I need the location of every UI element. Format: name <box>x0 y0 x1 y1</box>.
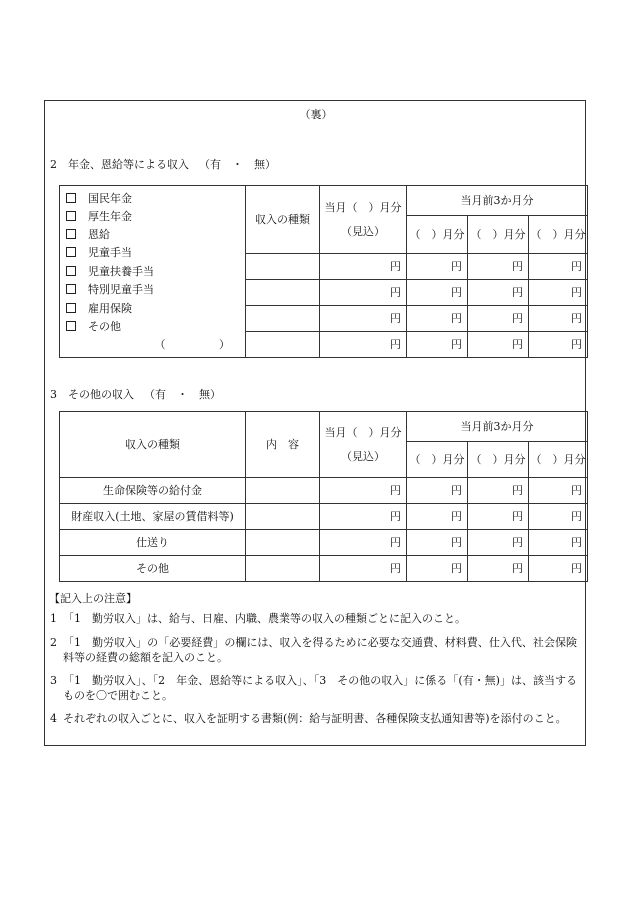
notes-title: 【記入上の注意】 <box>49 592 137 605</box>
col-income-type: 収入の種類 <box>60 412 246 478</box>
section3-heading <box>50 389 221 400</box>
note-number: 1 <box>50 612 57 625</box>
section2-title: 2 年金、恩給等による収入 <box>50 158 189 171</box>
row-label: 生命保険等の給付金 <box>60 478 246 504</box>
content-cell[interactable] <box>246 478 320 504</box>
amount-cell[interactable]: 円 <box>407 556 468 582</box>
amount-cell[interactable]: 円 <box>320 254 407 280</box>
content-cell[interactable] <box>246 556 320 582</box>
amount-cell[interactable]: 円 <box>468 280 529 306</box>
checklist-item[interactable]: 児童手当 <box>66 247 132 258</box>
amount-cell[interactable]: 円 <box>529 306 588 332</box>
col-income-type: 収入の種類 <box>246 186 320 254</box>
note-text: 「1 勤労収入」の「必要経費」の欄には、収入を得るために必要な交通費、材料費、仕入代、社会保険料等の経費の総額を記入のこと。 <box>63 636 577 664</box>
amount-cell[interactable]: 円 <box>320 556 407 582</box>
col-month: （ ）月分 <box>468 442 529 478</box>
amount-cell[interactable]: 円 <box>468 254 529 280</box>
amount-cell[interactable]: 円 <box>320 332 407 358</box>
amount-cell[interactable]: 円 <box>320 280 407 306</box>
amount-cell[interactable]: 円 <box>320 504 407 530</box>
amount-cell[interactable]: 円 <box>407 306 468 332</box>
amount-cell[interactable]: 円 <box>529 280 588 306</box>
note-text: それぞれの収入ごとに、収入を証明する書類(例：給与証明書、各種保険支払通知書等)を添付のこと。 <box>63 712 567 725</box>
note-number: 4 <box>50 712 57 725</box>
note-number: 3 <box>50 674 57 687</box>
income-type-cell[interactable] <box>246 254 320 280</box>
col-month: （ ）月分 <box>529 216 588 254</box>
checklist-item[interactable]: 特別児童手当 <box>66 284 154 295</box>
checklist-item[interactable]: 児童扶養手当 <box>66 266 154 277</box>
amount-cell[interactable]: 円 <box>407 530 468 556</box>
form-frame <box>44 100 586 746</box>
content-cell[interactable] <box>246 504 320 530</box>
col-prev-3-months: 当月前3か月分 <box>407 412 588 442</box>
amount-cell[interactable]: 円 <box>407 504 468 530</box>
other-specify-field[interactable]: （ ） <box>154 338 230 351</box>
row-label: その他 <box>60 556 246 582</box>
amount-cell[interactable]: 円 <box>468 530 529 556</box>
section2-yes-no[interactable]: （有 ・ 無） <box>199 158 276 171</box>
col-prev-3-months: 当月前3か月分 <box>407 186 588 216</box>
checkbox-icon[interactable] <box>66 193 76 203</box>
income-type-checklist <box>60 186 246 358</box>
amount-cell[interactable]: 円 <box>529 556 588 582</box>
amount-cell[interactable]: 円 <box>468 332 529 358</box>
amount-cell[interactable]: 円 <box>407 280 468 306</box>
checklist-item[interactable]: 恩給 <box>66 229 110 240</box>
amount-cell[interactable]: 円 <box>468 504 529 530</box>
checklist-item[interactable]: 厚生年金 <box>66 211 132 222</box>
col-month: （ ）月分 <box>407 216 468 254</box>
section2-heading <box>50 159 276 170</box>
col-current-month: 当月（ ）月分 （見込） <box>320 412 407 478</box>
checkbox-icon[interactable] <box>66 266 76 276</box>
amount-cell[interactable]: 円 <box>407 478 468 504</box>
checklist-item[interactable]: 国民年金 <box>66 193 132 204</box>
income-type-cell[interactable] <box>246 306 320 332</box>
note-text: 「1 勤労収入」は、給与、日雇、内職、農業等の収入の種類ごとに記入のこと。 <box>63 612 466 625</box>
checkbox-icon[interactable] <box>66 229 76 239</box>
checkbox-icon[interactable] <box>66 303 76 313</box>
section3-title: 3 その他の収入 <box>50 388 134 401</box>
page-heading: （裏） <box>299 108 333 121</box>
income-type-cell[interactable] <box>246 280 320 306</box>
amount-cell[interactable]: 円 <box>320 530 407 556</box>
section3-yes-no[interactable]: （有 ・ 無） <box>144 388 221 401</box>
amount-cell[interactable]: 円 <box>468 306 529 332</box>
income-type-cell[interactable] <box>246 332 320 358</box>
amount-cell[interactable]: 円 <box>407 332 468 358</box>
amount-cell[interactable]: 円 <box>529 332 588 358</box>
checkbox-icon[interactable] <box>66 321 76 331</box>
col-month: （ ）月分 <box>407 442 468 478</box>
amount-cell[interactable]: 円 <box>407 254 468 280</box>
col-content: 内 容 <box>246 412 320 478</box>
checklist-item[interactable]: その他 <box>66 321 121 332</box>
amount-cell[interactable]: 円 <box>320 478 407 504</box>
col-current-month: 当月（ ）月分 （見込） <box>320 186 407 254</box>
note-text: 「1 勤労収入」、「2 年金、恩給等による収入」、「3 その他の収入」に係る「(有・無)」は、該当するものを〇で囲むこと。 <box>63 674 577 702</box>
amount-cell[interactable]: 円 <box>468 478 529 504</box>
amount-cell[interactable]: 円 <box>320 306 407 332</box>
row-label: 仕送り <box>60 530 246 556</box>
amount-cell[interactable]: 円 <box>529 478 588 504</box>
amount-cell[interactable]: 円 <box>529 504 588 530</box>
checkbox-icon[interactable] <box>66 284 76 294</box>
note-number: 2 <box>50 636 57 649</box>
checklist-item[interactable]: 雇用保険 <box>66 303 132 314</box>
row-label: 財産収入(土地、家屋の賃借料等) <box>60 504 246 530</box>
amount-cell[interactable]: 円 <box>529 530 588 556</box>
section2-table <box>59 185 588 358</box>
checkbox-icon[interactable] <box>66 247 76 257</box>
checkbox-icon[interactable] <box>66 211 76 221</box>
amount-cell[interactable]: 円 <box>468 556 529 582</box>
col-month: （ ）月分 <box>468 216 529 254</box>
col-month: （ ）月分 <box>529 442 588 478</box>
content-cell[interactable] <box>246 530 320 556</box>
amount-cell[interactable]: 円 <box>529 254 588 280</box>
section3-table <box>59 411 588 582</box>
